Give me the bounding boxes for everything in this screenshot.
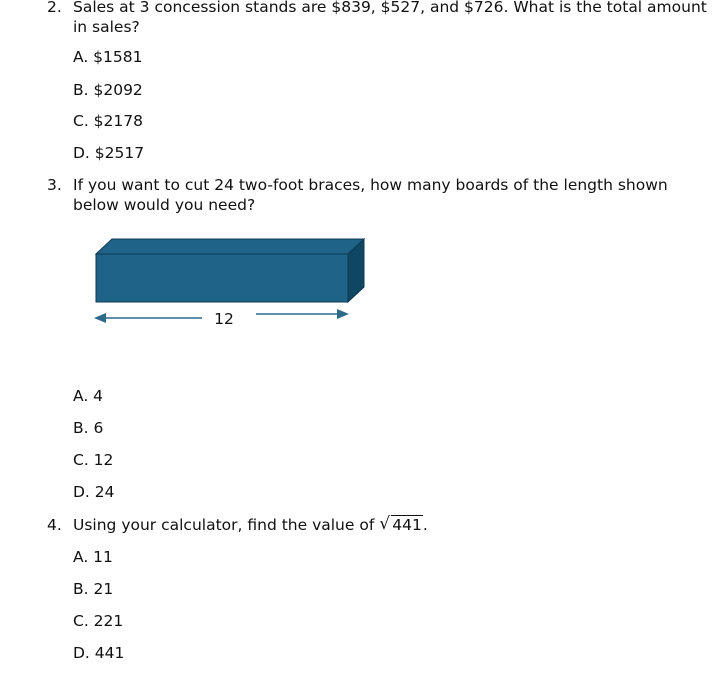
- option-c[interactable]: C. 221: [73, 612, 124, 630]
- option-a[interactable]: A. 11: [73, 548, 113, 566]
- question-number: 2.: [47, 0, 62, 16]
- option-b[interactable]: B. 6: [73, 419, 104, 437]
- arrow-right-head: [337, 309, 349, 319]
- question-text: If you want to cut 24 two-foot braces, how many boards of the length shown below would you need?: [73, 176, 668, 214]
- square-root: [379, 515, 423, 535]
- question-text-after: .: [422, 516, 428, 534]
- radicand: 441: [392, 516, 422, 534]
- option-d[interactable]: D. 24: [73, 483, 115, 501]
- question-text-before: Using your calculator, find the value of: [73, 516, 380, 534]
- arrow-left-head: [94, 313, 106, 323]
- option-d[interactable]: D. 441: [73, 644, 125, 662]
- board-front-face: [96, 254, 348, 302]
- option-c[interactable]: C. 12: [73, 451, 114, 469]
- option-d[interactable]: D. $2517: [73, 144, 145, 162]
- option-b[interactable]: B. 21: [73, 580, 114, 598]
- board-top-face: [96, 239, 364, 254]
- radical-sign-icon: √: [379, 514, 391, 534]
- board-length-label: 12: [214, 310, 234, 328]
- option-a[interactable]: A. 4: [73, 387, 104, 405]
- question-text: Sales at 3 concession stands are $839, $527, and $726. What is the total amount in sales?: [73, 0, 707, 36]
- option-a[interactable]: A. $1581: [73, 48, 143, 66]
- question-text: [73, 515, 713, 535]
- board-figure: [90, 235, 370, 335]
- option-b[interactable]: B. $2092: [73, 81, 143, 99]
- option-c[interactable]: C. $2178: [73, 112, 143, 130]
- question-number: 3.: [47, 176, 62, 194]
- question-number: 4.: [47, 516, 62, 534]
